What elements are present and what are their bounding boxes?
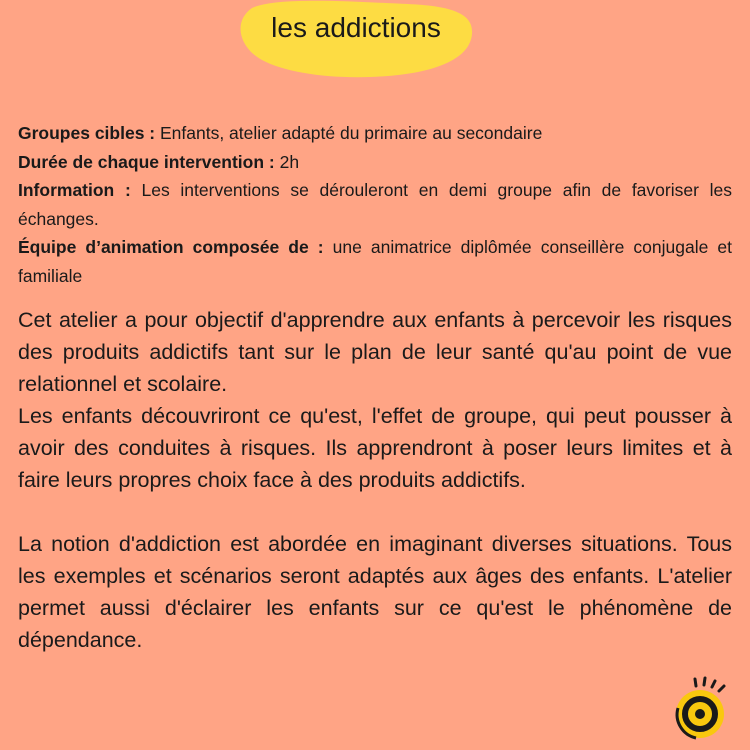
information-label: Information :	[18, 180, 131, 200]
target-groups-value: Enfants, atelier adapté du primaire au secondaire	[155, 123, 543, 143]
team-line	[18, 233, 732, 290]
description-block	[18, 304, 732, 656]
info-block	[18, 119, 732, 290]
title-banner	[238, 0, 474, 78]
team-label: Équipe d’animation composée de :	[18, 237, 324, 257]
information-value: Les interventions se dérouleront en demi groupe afin de favoriser les échanges.	[18, 180, 732, 229]
duration-label: Durée de chaque intervention :	[18, 151, 275, 172]
team-value: une animatrice diplômée conseillère conjugale et familiale	[18, 237, 732, 286]
eye-logo-icon	[666, 676, 730, 740]
target-groups-label: Groupes cibles :	[18, 123, 156, 143]
page-title: les addictions	[271, 12, 441, 43]
description-paragraph-3: La notion d'addiction est abordée en imaginant diverses situations. Tous les exemples et scénarios seront adaptés aux âges des enfants. L'atelier permet aussi d'éclairer les enfants sur ce qu'est le phénomène de dépendance.	[18, 532, 732, 652]
information-line	[18, 176, 732, 233]
duration-line	[18, 148, 732, 177]
duration-value: 2h	[274, 151, 300, 172]
target-groups-line	[18, 119, 732, 148]
description-paragraph-2: Les enfants découvriront ce qu'est, l'effet de groupe, qui peut pousser à avoir des conduites à risques. Ils apprendront à poser leurs limites et à faire leurs propres choix face à des produits addictifs.	[18, 404, 732, 492]
description-paragraph-1: Cet atelier a pour objectif d'apprendre aux enfants à percevoir les risques des produits addictifs tant sur le plan de leur santé qu'au point de vue relationnel et scolaire.	[18, 308, 732, 396]
paragraph-spacer	[18, 496, 732, 528]
